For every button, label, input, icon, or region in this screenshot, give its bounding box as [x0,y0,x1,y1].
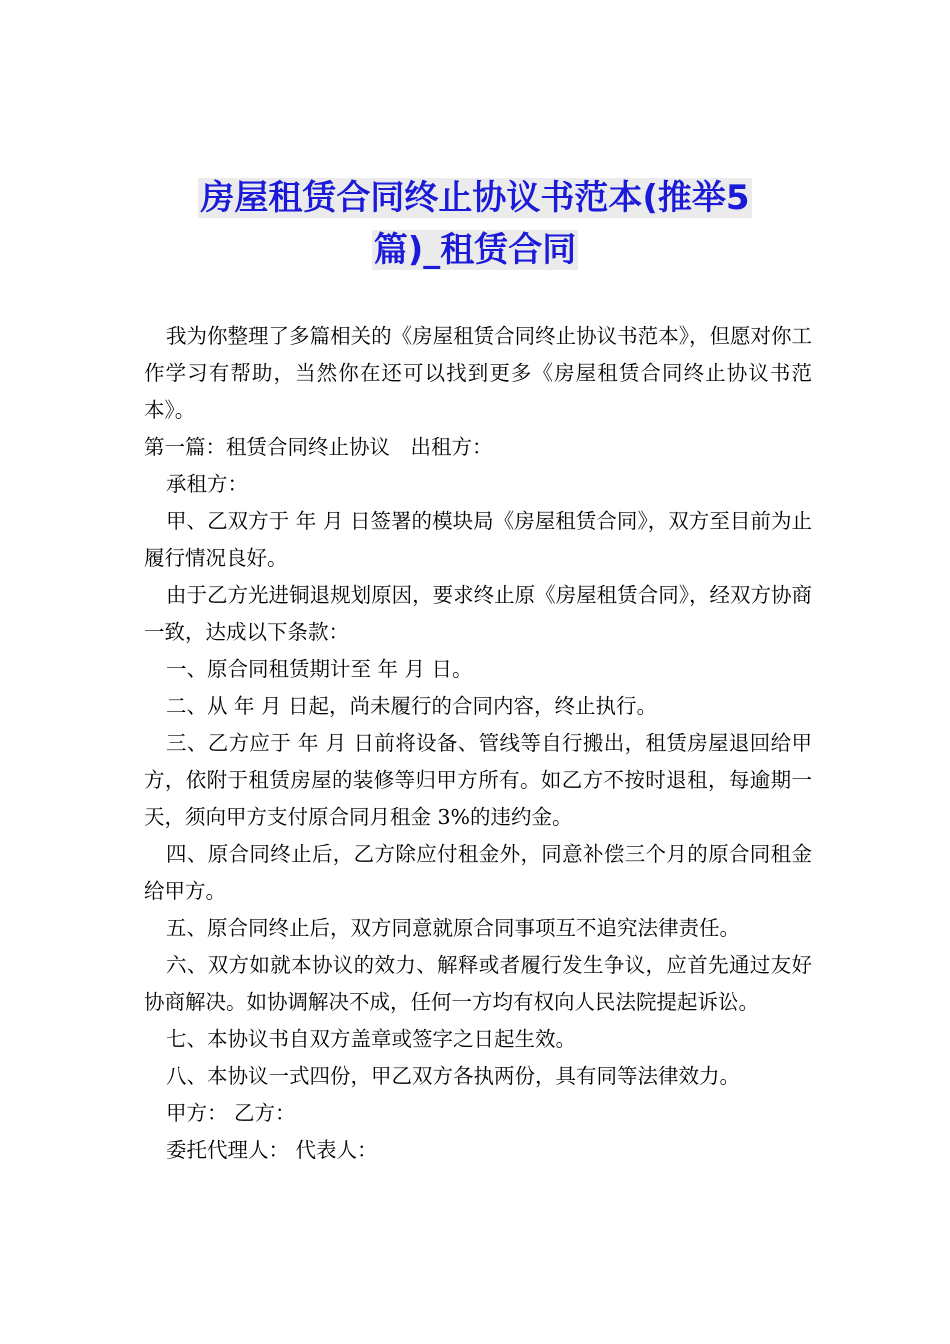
paragraph: 甲、乙双方于 年 月 日签署的模块局《房屋租赁合同》，双方至目前为止履行情况良好。 [144,509,812,570]
lessee-line: 承租方： [166,472,248,496]
intro-paragraph: 我为你整理了多篇相关的《房屋租赁合同终止协议书范本》，但愿对你工作学习有帮助，当然你在还可以找到更多《房屋租赁合同终止协议书范本》。 [144,324,812,422]
clause-5: 五、原合同终止后，双方同意就原合同事项互不追究法律责任。 [166,916,740,940]
clause-3: 三、乙方应于 年 月 日前将设备、管线等自行搬出，租赁房屋退回给甲方，依附于租赁房屋的装修等归甲方所有。如乙方不按时退租，每逾期一天，须向甲方支付原合同月租金 3%的违约金。 [144,731,812,829]
signature-parties: 甲方： 乙方： [166,1101,296,1125]
clause-8: 八、本协议一式四份，甲乙双方各执两份，具有同等法律效力。 [166,1064,740,1088]
paragraph: 由于乙方光进铜退规划原因，要求终止原《房屋租赁合同》，经双方协商一致，达成以下条款： [144,583,812,644]
document-title [120,172,830,276]
clause-2: 二、从 年 月 日起，尚未履行的合同内容，终止执行。 [166,694,658,718]
section-heading: 第一篇：租赁合同终止协议 出租方： [144,435,493,459]
clause-4: 四、原合同终止后，乙方除应付租金外，同意补偿三个月的原合同租金给甲方。 [144,842,812,903]
signature-agents: 委托代理人： 代表人： [166,1138,378,1162]
title-line-2: 篇)_租赁合同 [373,230,577,270]
clause-7: 七、本协议书自双方盖章或签字之日起生效。 [166,1027,576,1051]
clause-1: 一、原合同租赁期计至 年 月 日。 [166,657,473,681]
document-body [144,318,812,1169]
clause-6: 六、双方如就本协议的效力、解释或者履行发生争议，应首先通过友好协商解决。如协调解决不成，任何一方均有权向人民法院提起诉讼。 [144,953,812,1014]
title-line-1: 房屋租赁合同终止协议书范本(推举5 [200,178,750,218]
